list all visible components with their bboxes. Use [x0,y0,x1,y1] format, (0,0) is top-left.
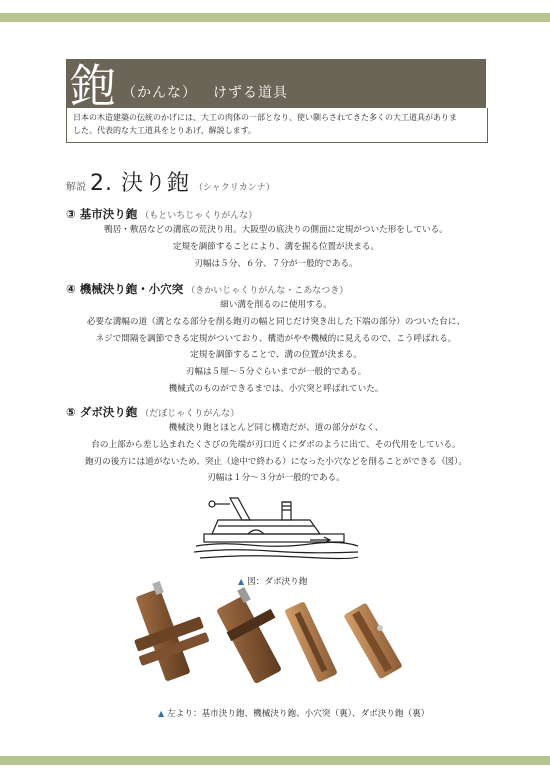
triangle-marker-icon: ▲ [158,709,165,718]
item-body [66,297,486,398]
item-name: ④ 機械決り鉋・小穴突 [66,282,184,296]
item-heading [66,404,239,420]
item-reading: （だぼじゃくりがんな） [140,409,240,419]
item-line: 刃幅は５厘〜５分ぐらいまでが一般的である。 [185,367,367,378]
title-subtitle: けずる道具 [213,85,288,101]
title-banner [66,59,486,113]
item-body [66,420,486,487]
item-line: 鉋刃の後方には道がないため、突止（途中で終わる）になった小穴などを削ることができる（図）。 [84,456,468,467]
intro-line-2: した。代表的な大工道具をとりあげ、解説します。 [73,126,257,135]
section-heading [66,166,275,197]
title-kanji: 鉋 [70,59,116,113]
figure-caption-text: 図：ダボ決り鉋 [247,577,308,587]
item-name: ⑤ ダボ決り鉋 [66,405,138,419]
plane-kikai [216,587,282,684]
item-reading: （きかいじゃくりがんな・こあなつき） [186,286,349,296]
item-body [66,222,486,272]
photo-caption-text: 左より：基市決り鉋、機械決り鉋、小穴突（裏）、ダボ決り鉋（裏） [167,709,430,719]
intro-box [66,108,488,143]
item-heading [66,281,348,297]
item-line: 刃幅は５分、６分、７分が一般的である。 [194,258,358,269]
item-line: 定規を調節することで、溝の位置が決まる。 [190,350,362,361]
top-accent-bar [0,13,550,22]
section-title: 2. 決り鉋 [90,171,190,196]
item-line: 機械式のものができるまでは、小穴突と呼ばれていた。 [168,383,384,394]
bottom-accent-bar [0,756,550,765]
item-heading [66,206,257,222]
item-line: 定規を調節することにより、溝を掘る位置が決まる。 [172,241,380,252]
dabo-plane-drawing [190,490,362,562]
item-line: 台の上部から差し込まれたくさびの先端が刃口近くにダボのように出て、その代用をしている。 [91,439,461,450]
triangle-marker-icon: ▲ [238,577,245,586]
plane-motoichi [134,581,209,682]
item-name: ③ 基市決り鉋 [66,207,138,221]
item-line: 必要な溝幅の道（溝となる部分を削る鉋刃の幅と同じだけ突き出した下端の部分）のついた台に、 [86,316,466,327]
photo-caption [158,707,429,719]
item-line: 鴨居・敷居などの溝底の荒決り用。大阪型の底決りの側面に定規がついた形をしている。 [104,225,448,235]
plane-dabo [343,602,403,679]
title-reading: （かんな） [122,85,197,101]
item-line: 機械決り鉋とほとんど同じ構造だが、道の部分がなく、 [168,423,384,433]
section-reading: （シャクリカンナ） [193,183,275,193]
planes-photo [130,580,420,700]
intro-line-1: 日本の木造建築の伝統のかげには、大工の肉体の一部となり、使い馴らされてきた多くの大工道具がありま [73,113,457,122]
item-line: ネジで間隔を調節できる定規がついており、構造がやや機械的に見えるので、こう呼ばれる。 [95,333,457,344]
item-line: 刃幅は１分〜３分が一般的である。 [207,473,345,484]
item-reading: （もといちじゃくりがんな） [140,211,258,221]
plane-koanatsuki [284,601,338,683]
section-label: 解説 [66,182,86,193]
item-line: 細い溝を削るのに使用する。 [220,300,332,310]
